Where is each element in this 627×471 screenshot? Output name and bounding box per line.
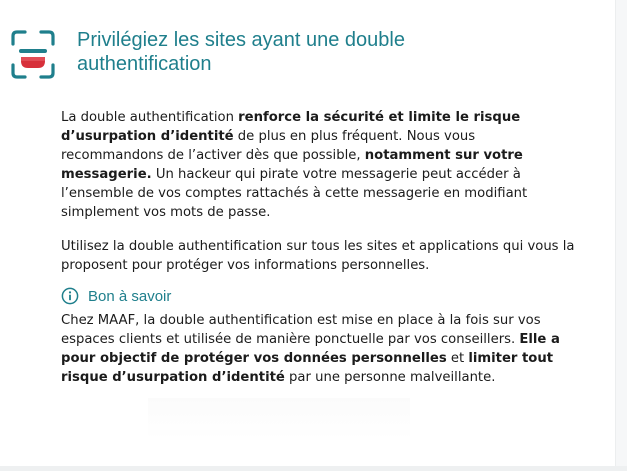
bon-a-savoir-label: Bon à savoir	[88, 287, 172, 305]
page-title: Privilégiez les sites ayant une double authentification	[77, 29, 405, 75]
maaf-info-segment: Elle a pour objectif de protéger vos données personnelles	[61, 332, 560, 366]
paragraph-intro	[61, 108, 581, 222]
intro-segment: renforce la sécurité et limite le risque d’usurpation d’identité	[61, 110, 521, 144]
intro-segment: notamment sur votre messagerie.	[61, 148, 523, 182]
paragraph-recommendation: Utilisez la double authentification sur tous les sites et applications qui vous la proposent pour protéger vos informations personnelles.	[61, 239, 575, 273]
maaf-info-segment: Chez MAAF, la double authentification est mise en place à la fois sur vos espaces clients et utilisée de manière ponctuelle par vos conseillers.	[61, 313, 541, 347]
faded-placeholder	[148, 398, 410, 440]
maaf-info-segment: par une personne malveillante.	[284, 370, 496, 385]
intro-segment: La double authentification	[61, 110, 239, 125]
info-icon	[61, 287, 79, 305]
content-body	[61, 108, 581, 387]
maaf-info-segment: et	[446, 351, 469, 366]
page-bottom-divider	[0, 466, 627, 471]
paragraph-maaf-info	[61, 311, 581, 387]
face-scan-icon	[9, 28, 57, 81]
intro-segment: Un hackeur qui pirate votre messagerie peut accéder à l’ensemble de vos comptes rattachés à cette messagerie en modifiant simplement vos mots de passe.	[61, 167, 528, 220]
intro-segment: de plus en plus fréquent. Nous vous recommandons de l’activer dès que possible,	[61, 129, 476, 163]
maaf-info-segment: limiter tout risque d’usurpation d’identité	[61, 351, 554, 385]
bon-a-savoir-heading	[61, 285, 581, 307]
